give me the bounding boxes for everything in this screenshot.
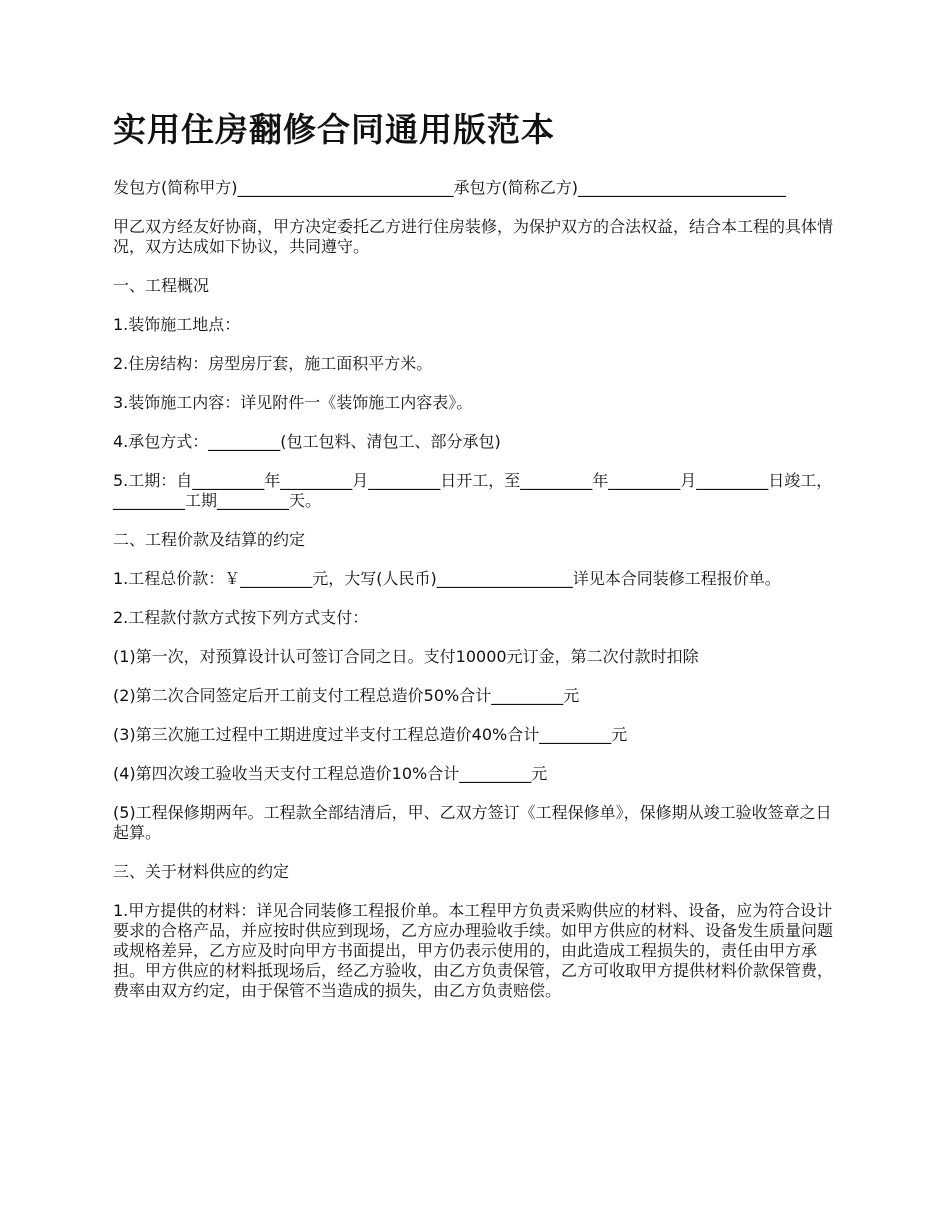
section-heading-1: 一、工程概况 (113, 276, 210, 295)
payment-item-3: (3)第三次施工过程中工期进度过半支付工程总造价40%合计_________元 (113, 725, 628, 744)
payment-item-4: (4)第四次竣工验收当天支付工程总造价10%合计_________元 (113, 764, 548, 783)
payment-item-5: (5)工程保修期两年。工程款全部结清后，甲、乙双方签订《工程保修单》，保修期从竣工验收签章之日起算。 (113, 803, 832, 842)
payment-item-2: (2)第二次合同签定后开工前支付工程总造价50%合计_________元 (113, 686, 580, 705)
clause-2-2: 2.工程款付款方式按下列方式支付： (113, 608, 369, 627)
parties-line: 发包方(简称甲方)___________________________承包方(简称乙方)__________________________ (113, 178, 786, 197)
clause-1-5: 5.工期：自_________年_________月_________日开工，至_________年_________月_________日竣工，_________工期_________天。 (113, 471, 833, 510)
clause-2-1: 1.工程总价款：￥_________元，大写(人民币)_________________详见本合同装修工程报价单。 (113, 569, 781, 588)
section-heading-2: 二、工程价款及结算的约定 (113, 530, 306, 549)
clause-1-2: 2.住房结构：房型房厅套，施工面积平方米。 (113, 354, 433, 373)
clause-1-1: 1.装饰施工地点： (113, 315, 241, 334)
payment-item-1: (1)第一次，对预算设计认可签订合同之日。支付10000元订金，第二次付款时扣除 (113, 647, 699, 666)
intro-paragraph: 甲乙双方经友好协商，甲方决定委托乙方进行住房装修，为保护双方的合法权益，结合本工程的具体情况，双方达成如下协议，共同遵守。 (113, 217, 834, 256)
clause-3-1: 1.甲方提供的材料：详见合同装修工程报价单。本工程甲方负责采购供应的材料、设备，应为符合设计要求的合格产品，并应按时供应到现场，乙方应办理验收手续。如甲方供应的材料、设备发生质量问题或规格差异，乙方应及时向甲方书面提出，甲方仍表示使用的，由此造成工程损失的，责任由甲方承担。甲方供应的材料抵现场后，经乙方验收，由乙方负责保管，乙方可收取甲方提供材料价款保管费，费率由双方约定，由于保管不当造成的损失，由乙方负责赔偿。 (113, 901, 834, 1000)
clause-1-3: 3.装饰施工内容：详见附件一《装饰施工内容表》。 (113, 393, 473, 412)
document-title: 实用住房翻修合同通用版范本 (113, 110, 555, 149)
document-page (113, 110, 843, 1020)
clause-1-4: 4.承包方式：_________(包工包料、清包工、部分承包) (113, 432, 501, 451)
section-heading-3: 三、关于材料供应的约定 (113, 862, 290, 881)
